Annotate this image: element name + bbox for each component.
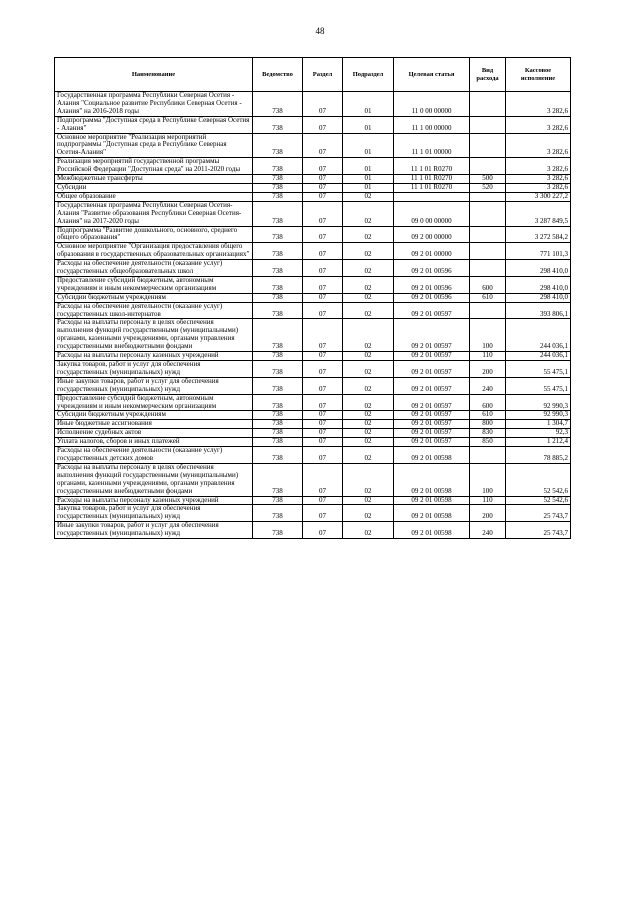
cell-section: 07	[303, 175, 343, 184]
cell-section: 07	[303, 420, 343, 429]
cell-article: 09 2 01 00597	[394, 420, 470, 429]
cell-section: 07	[303, 429, 343, 438]
table-row	[55, 319, 571, 352]
cell-ministry: 738	[253, 192, 303, 201]
cell-amount: 92 990,3	[506, 394, 571, 411]
cell-expense-type: 100	[470, 319, 506, 352]
cell-ministry: 738	[253, 429, 303, 438]
table-row	[55, 522, 571, 539]
cell-expense-type: 850	[470, 438, 506, 447]
cell-amount: 3 282,6	[506, 133, 571, 158]
table-row	[55, 394, 571, 411]
cell-ministry: 738	[253, 463, 303, 496]
cell-ministry: 738	[253, 352, 303, 361]
header-ministry: Ведомство	[253, 58, 303, 92]
cell-amount: 92 990,3	[506, 411, 571, 420]
cell-article: 11 0 00 00000	[394, 92, 470, 117]
cell-subsection: 02	[343, 420, 394, 429]
cell-expense-type	[470, 226, 506, 243]
cell-article: 09 0 00 00000	[394, 201, 470, 226]
cell-expense-type: 240	[470, 522, 506, 539]
cell-amount: 3 282,6	[506, 158, 571, 175]
cell-expense-type	[470, 158, 506, 175]
cell-expense-type: 520	[470, 183, 506, 192]
cell-name: Государственная программа Республики Северная Осетия - Алания "Социальное развитие Республики Северная Осетия - Алания" на 2016-2018 годы	[55, 92, 253, 117]
cell-section: 07	[303, 201, 343, 226]
cell-section: 07	[303, 293, 343, 302]
cell-section: 07	[303, 463, 343, 496]
cell-amount: 25 743,7	[506, 522, 571, 539]
cell-amount: 393 806,1	[506, 302, 571, 319]
cell-article: 09 2 00 00000	[394, 226, 470, 243]
cell-article: 09 2 01 00000	[394, 243, 470, 260]
cell-subsection: 02	[343, 429, 394, 438]
cell-subsection: 02	[343, 447, 394, 464]
cell-expense-type	[470, 133, 506, 158]
cell-amount: 298 410,0	[506, 293, 571, 302]
cell-name: Основное мероприятие "Реализация мероприятий подпрограммы "Доступная среда в Республике Северная Осетия-Алания"	[55, 133, 253, 158]
table-header-row	[55, 58, 571, 92]
cell-subsection: 02	[343, 522, 394, 539]
cell-name: Уплата налогов, сборов и иных платежей	[55, 438, 253, 447]
cell-amount: 92,3	[506, 429, 571, 438]
cell-section: 07	[303, 226, 343, 243]
header-subsection: Подраздел	[343, 58, 394, 92]
cell-article: 09 2 01 00596	[394, 260, 470, 277]
cell-section: 07	[303, 505, 343, 522]
table-row	[55, 302, 571, 319]
cell-subsection: 02	[343, 394, 394, 411]
cell-amount: 298 410,0	[506, 276, 571, 293]
table-row	[55, 276, 571, 293]
cell-name: Подпрограмма "Развитие дошкольного, основного, среднего общего образования"	[55, 226, 253, 243]
cell-section: 07	[303, 183, 343, 192]
cell-subsection: 01	[343, 92, 394, 117]
cell-article: 09 2 01 00598	[394, 463, 470, 496]
cell-ministry: 738	[253, 158, 303, 175]
cell-ministry: 738	[253, 420, 303, 429]
header-section: Раздел	[303, 58, 343, 92]
cell-section: 07	[303, 438, 343, 447]
cell-section: 07	[303, 496, 343, 505]
table-row	[55, 201, 571, 226]
table-row	[55, 183, 571, 192]
cell-ministry: 738	[253, 522, 303, 539]
cell-subsection: 01	[343, 183, 394, 192]
cell-expense-type: 110	[470, 352, 506, 361]
cell-expense-type: 200	[470, 361, 506, 378]
cell-ministry: 738	[253, 319, 303, 352]
cell-name: Реализация мероприятий государственной программы Российской Федерации "Доступная среда" на 2011-2020 годы	[55, 158, 253, 175]
cell-expense-type	[470, 260, 506, 277]
cell-ministry: 738	[253, 133, 303, 158]
cell-section: 07	[303, 377, 343, 394]
cell-section: 07	[303, 158, 343, 175]
cell-amount: 3 300 227,2	[506, 192, 571, 201]
cell-article: 11 1 00 00000	[394, 116, 470, 133]
cell-ministry: 738	[253, 183, 303, 192]
cell-article: 11 1 01 R0270	[394, 158, 470, 175]
cell-article: 09 2 01 00596	[394, 276, 470, 293]
cell-article: 09 2 01 00596	[394, 293, 470, 302]
table-row	[55, 293, 571, 302]
cell-expense-type: 500	[470, 175, 506, 184]
cell-article: 09 2 01 00597	[394, 302, 470, 319]
cell-subsection: 02	[343, 505, 394, 522]
cell-article: 11 1 01 R0270	[394, 175, 470, 184]
cell-name: Субсидии	[55, 183, 253, 192]
cell-subsection: 01	[343, 175, 394, 184]
table-row	[55, 463, 571, 496]
cell-expense-type: 240	[470, 377, 506, 394]
budget-table	[54, 57, 571, 539]
cell-ministry: 738	[253, 447, 303, 464]
cell-subsection: 02	[343, 352, 394, 361]
cell-amount: 3 282,6	[506, 175, 571, 184]
cell-name: Иные бюджетные ассигнования	[55, 420, 253, 429]
page-number: 48	[315, 26, 325, 36]
cell-amount: 3 272 584,2	[506, 226, 571, 243]
cell-ministry: 738	[253, 438, 303, 447]
cell-name: Предоставление субсидий бюджетным, автономным учреждениям и иным некоммерческим организациям	[55, 276, 253, 293]
cell-section: 07	[303, 260, 343, 277]
cell-section: 07	[303, 192, 343, 201]
header-name: Наименование	[55, 58, 253, 92]
cell-subsection: 02	[343, 319, 394, 352]
cell-subsection: 02	[343, 260, 394, 277]
cell-amount: 55 475,1	[506, 361, 571, 378]
cell-expense-type	[470, 447, 506, 464]
cell-subsection: 02	[343, 377, 394, 394]
cell-section: 07	[303, 243, 343, 260]
cell-ministry: 738	[253, 260, 303, 277]
cell-section: 07	[303, 92, 343, 117]
cell-expense-type	[470, 243, 506, 260]
cell-name: Субсидии бюджетным учреждениям	[55, 293, 253, 302]
cell-section: 07	[303, 276, 343, 293]
table-row	[55, 92, 571, 117]
cell-name: Закупка товаров, работ и услуг для обеспечения государственных (муниципальных) нужд	[55, 361, 253, 378]
cell-article: 09 2 01 00597	[394, 352, 470, 361]
cell-amount: 3 282,6	[506, 183, 571, 192]
cell-ministry: 738	[253, 496, 303, 505]
cell-article: 09 2 01 00597	[394, 361, 470, 378]
cell-name: Общее образование	[55, 192, 253, 201]
table-row	[55, 133, 571, 158]
cell-name: Расходы на обеспечение деятельности (оказание услуг) государственных детских домов	[55, 447, 253, 464]
cell-ministry: 738	[253, 411, 303, 420]
table-row	[55, 192, 571, 201]
cell-name: Расходы на выплаты персоналу в целях обеспечения выполнения функций государственными (муниципальными) органами, казенными учреждениями, органами управления государственными внебюджетными фондами	[55, 463, 253, 496]
cell-subsection: 01	[343, 133, 394, 158]
cell-amount: 78 885,2	[506, 447, 571, 464]
cell-name: Иные закупки товаров, работ и услуг для обеспечения государственных (муниципальных) нужд	[55, 377, 253, 394]
cell-expense-type: 100	[470, 463, 506, 496]
cell-expense-type: 610	[470, 293, 506, 302]
cell-article: 09 2 01 00597	[394, 377, 470, 394]
cell-expense-type	[470, 192, 506, 201]
cell-section: 07	[303, 522, 343, 539]
cell-name: Иные закупки товаров, работ и услуг для обеспечения государственных (муниципальных) нужд	[55, 522, 253, 539]
cell-ministry: 738	[253, 243, 303, 260]
cell-amount: 52 542,6	[506, 496, 571, 505]
cell-name: Исполнение судебных актов	[55, 429, 253, 438]
table-row	[55, 377, 571, 394]
cell-expense-type	[470, 92, 506, 117]
cell-amount: 3 287 849,5	[506, 201, 571, 226]
cell-amount: 52 542,6	[506, 463, 571, 496]
cell-subsection: 02	[343, 496, 394, 505]
cell-name: Расходы на выплаты персоналу казенных учреждений	[55, 496, 253, 505]
cell-section: 07	[303, 133, 343, 158]
cell-ministry: 738	[253, 276, 303, 293]
cell-subsection: 01	[343, 158, 394, 175]
cell-article: 09 2 01 00598	[394, 522, 470, 539]
cell-article: 09 2 01 00598	[394, 496, 470, 505]
table-row	[55, 505, 571, 522]
cell-name: Субсидии бюджетным учреждениям	[55, 411, 253, 420]
table-row	[55, 226, 571, 243]
cell-article: 09 2 01 00597	[394, 394, 470, 411]
table-row	[55, 447, 571, 464]
cell-ministry: 738	[253, 394, 303, 411]
header-expense-type: Вид расхода	[470, 58, 506, 92]
cell-name: Расходы на выплаты персоналу казенных учреждений	[55, 352, 253, 361]
header-cash: Кассовое исполнение	[506, 58, 571, 92]
cell-subsection: 02	[343, 192, 394, 201]
table-row	[55, 116, 571, 133]
cell-name: Предоставление субсидий бюджетным, автономным учреждениям и иным некоммерческим организациям	[55, 394, 253, 411]
cell-subsection: 02	[343, 463, 394, 496]
cell-expense-type	[470, 302, 506, 319]
cell-subsection: 02	[343, 226, 394, 243]
cell-article	[394, 192, 470, 201]
cell-name: Межбюджетные трансферты	[55, 175, 253, 184]
cell-expense-type: 600	[470, 276, 506, 293]
cell-ministry: 738	[253, 175, 303, 184]
cell-expense-type: 610	[470, 411, 506, 420]
cell-section: 07	[303, 447, 343, 464]
cell-amount: 1 212,4	[506, 438, 571, 447]
cell-subsection: 01	[343, 116, 394, 133]
cell-ministry: 738	[253, 302, 303, 319]
cell-section: 07	[303, 352, 343, 361]
cell-expense-type	[470, 116, 506, 133]
cell-article: 09 2 01 00598	[394, 447, 470, 464]
cell-article: 09 2 01 00597	[394, 429, 470, 438]
cell-section: 07	[303, 394, 343, 411]
cell-amount: 3 282,6	[506, 92, 571, 117]
cell-name: Основное мероприятие "Организация предоставления общего образования в государственных образовательных организациях"	[55, 243, 253, 260]
cell-article: 09 2 01 00597	[394, 438, 470, 447]
cell-expense-type: 110	[470, 496, 506, 505]
cell-subsection: 02	[343, 243, 394, 260]
cell-subsection: 02	[343, 361, 394, 378]
cell-section: 07	[303, 411, 343, 420]
cell-amount: 55 475,1	[506, 377, 571, 394]
cell-ministry: 738	[253, 116, 303, 133]
table-row	[55, 243, 571, 260]
cell-amount: 1 304,7	[506, 420, 571, 429]
cell-subsection: 02	[343, 293, 394, 302]
cell-expense-type	[470, 201, 506, 226]
cell-ministry: 738	[253, 92, 303, 117]
table-row	[55, 158, 571, 175]
cell-article: 09 2 01 00598	[394, 505, 470, 522]
cell-name: Расходы на обеспечение деятельности (оказание услуг) государственных общеобразовательных школ	[55, 260, 253, 277]
cell-article: 11 1 01 R0270	[394, 183, 470, 192]
cell-amount: 771 101,3	[506, 243, 571, 260]
cell-ministry: 738	[253, 293, 303, 302]
cell-name: Расходы на выплаты персоналу в целях обеспечения выполнения функций государственными (муниципальными) органами, казенными учреждениями, органами управления государственными внебюджетными фондами	[55, 319, 253, 352]
table-row	[55, 175, 571, 184]
table-row	[55, 260, 571, 277]
cell-expense-type: 830	[470, 429, 506, 438]
cell-section: 07	[303, 302, 343, 319]
cell-article: 11 1 01 00000	[394, 133, 470, 158]
cell-ministry: 738	[253, 505, 303, 522]
cell-ministry: 738	[253, 361, 303, 378]
cell-name: Подпрограмма "Доступная среда в Республике Северная Осетия - Алания"	[55, 116, 253, 133]
cell-ministry: 738	[253, 377, 303, 394]
cell-subsection: 02	[343, 302, 394, 319]
cell-subsection: 02	[343, 411, 394, 420]
cell-section: 07	[303, 116, 343, 133]
cell-amount: 25 743,7	[506, 505, 571, 522]
cell-expense-type: 800	[470, 420, 506, 429]
cell-expense-type: 600	[470, 394, 506, 411]
cell-name: Расходы на обеспечение деятельности (оказание услуг) государственных школ-интернатов	[55, 302, 253, 319]
cell-amount: 244 036,1	[506, 352, 571, 361]
cell-subsection: 02	[343, 438, 394, 447]
cell-section: 07	[303, 361, 343, 378]
cell-ministry: 738	[253, 201, 303, 226]
table-row	[55, 361, 571, 378]
cell-amount: 244 036,1	[506, 319, 571, 352]
cell-subsection: 02	[343, 276, 394, 293]
cell-article: 09 2 01 00597	[394, 319, 470, 352]
cell-name: Государственная программа Республики Северная Осетия-Алания "Развитие образования Республики Северная Осетия-Алания" на 2017-2020 годы	[55, 201, 253, 226]
cell-article: 09 2 01 00597	[394, 411, 470, 420]
cell-subsection: 02	[343, 201, 394, 226]
cell-name: Закупка товаров, работ и услуг для обеспечения государственных (муниципальных) нужд	[55, 505, 253, 522]
header-article: Целевая статья	[394, 58, 470, 92]
cell-section: 07	[303, 319, 343, 352]
cell-expense-type: 200	[470, 505, 506, 522]
cell-amount: 3 282,6	[506, 116, 571, 133]
cell-ministry: 738	[253, 226, 303, 243]
cell-amount: 298 410,0	[506, 260, 571, 277]
